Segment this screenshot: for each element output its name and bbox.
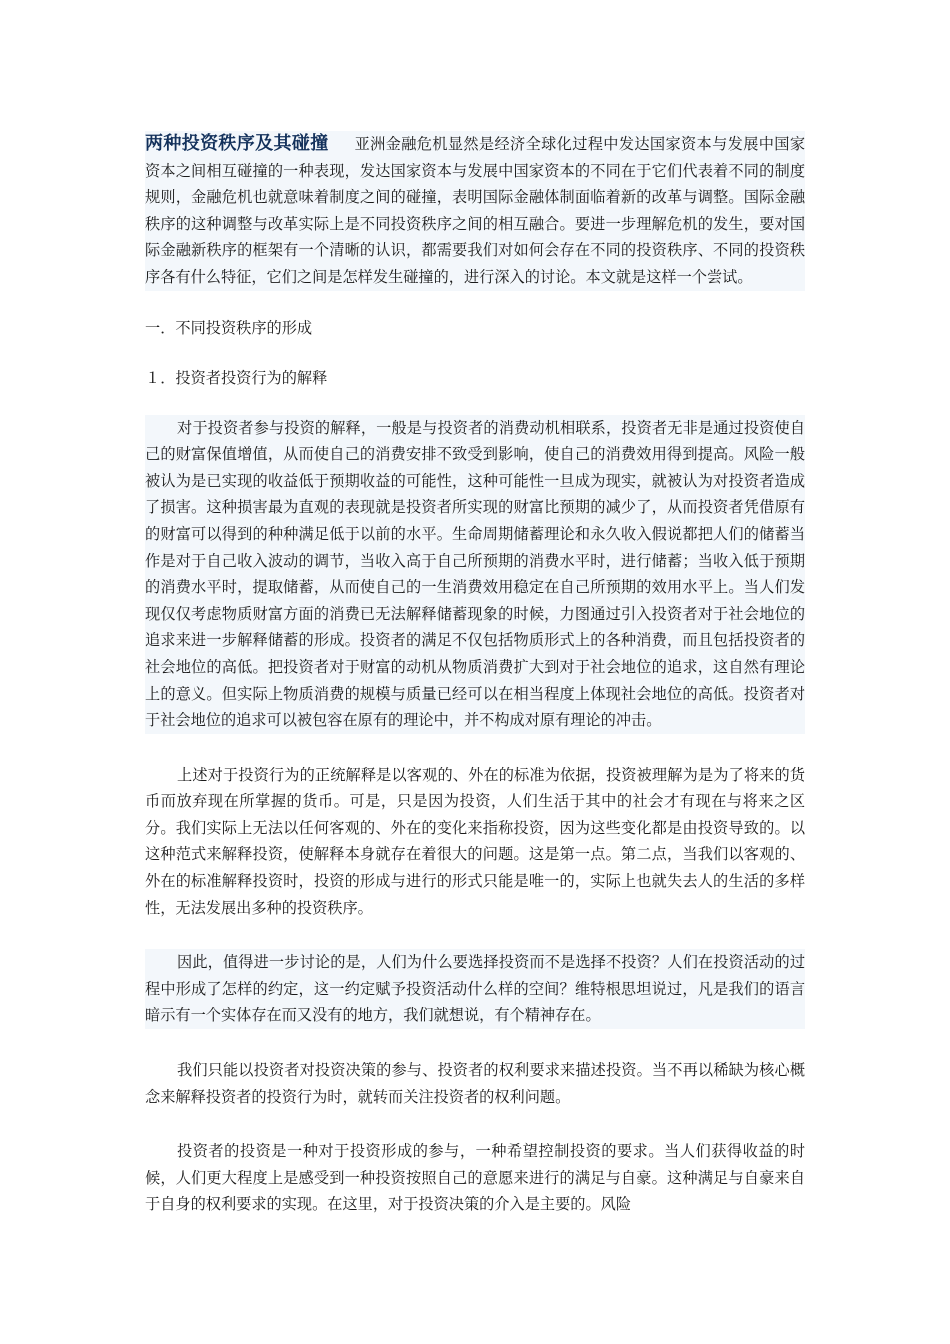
body-paragraph: 投资者的投资是一种对于投资形成的参与，一种希望控制投资的要求。当人们获得收益的时候，人们更大程度上是感受到一种投资按照自己的意愿来进行的满足与自豪。这种满足与自豪来自于自身的权利要求的实现。在这里，对于投资决策的介入是主要的。风险: [145, 1142, 805, 1214]
article-title: 两种投资秩序及其碰撞: [145, 133, 329, 154]
spacer: [145, 734, 805, 762]
spacer: [145, 921, 805, 949]
body-paragraph: 我们只能以投资者对投资决策的参与、投资者的权利要求来描述投资。当不再以稀缺为核心概念来解释投资者的投资行为时，就转而关注投资者的权利问题。: [145, 1061, 805, 1106]
spacer: [145, 1029, 805, 1057]
spacer: [145, 291, 805, 315]
body-paragraph: 上述对于投资行为的正统解释是以客观的、外在的标准为依据，投资被理解为是为了将来的货币而放弃现在所掌握的货币。可是，只是因为投资，人们生活于其中的社会才有现在与将来之区分。我们实际上无法以任何客观的、外在的变化来指称投资，因为这些变化都是由投资导致的。以这种范式来解释投资，使解释本身就存在着很大的问题。这是第一点。第二点，当我们以客观的、外在的标准解释投资时，投资的形成与进行的形式只能是唯一的，实际上也就失去人的生活的多样性，无法发展出多种的投资秩序。: [145, 765, 805, 917]
document-page: [145, 131, 805, 1218]
intro-text: 亚洲金融危机显然是经济全球化过程中发达国家资本与发展中国家资本之间相互碰撞的一种表现，发达国家资本与发展中国家资本的不同在于它们代表着不同的制度规则，金融危机也就意味着制度之间的碰撞，表明国际金融体制面临着新的改革与调整。国际金融秩序的这种调整与改革实际上是不同投资秩序之间的相互融合。要进一步理解危机的发生，要对国际金融新秩序的框架有一个清晰的认识，都需要我们对如何会存在不同的投资秩序、不同的投资秩序各有什么特征，它们之间是怎样发生碰撞的，进行深入的讨论。本文就是这样一个尝试。: [145, 135, 806, 286]
body-paragraph: 因此，值得进一步讨论的是，人们为什么要选择投资而不是选择不投资？人们在投资活动的过程中形成了怎样的约定，这一约定赋予投资活动什么样的空间？维特根思坦说过，凡是我们的语言暗示有一个实体存在而又没有的地方，我们就想说，有个精神存在。: [145, 949, 805, 1029]
spacer: [145, 1110, 805, 1138]
body-paragraph: 对于投资者参与投资的解释，一般是与投资者的消费动机相联系，投资者无非是通过投资使自己的财富保值增值，从而使自己的消费安排不致受到影响，使自己的消费效用得到提高。风险一般被认为是已实现的收益低于预期收益的可能性，这种可能性一旦成为现实，就被认为对投资者造成了损害。这种损害最为直观的表现就是投资者所实现的财富比预期的减少了，从而投资者凭借原有的财富可以得到的种种满足低于以前的水平。生命周期储蓄理论和永久收入假说都把人们的储蓄当作是对于自己收入波动的调节，当收入高于自己所预期的消费水平时，进行储蓄；当收入低于预期的消费水平时，提取储蓄，从而使自己的一生消费效用稳定在自己所预期的效用水平上。当人们发现仅仅考虑物质财富方面的消费已无法解释储蓄现象的时候，力图通过引入投资者对于社会地位的追求来进一步解释储蓄的形成。投资者的满足不仅包括物质形式上的各种消费，而且包括投资者的社会地位的高低。把投资者对于财富的动机从物质消费扩大到对于社会地位的追求，这自然有理论上的意义。但实际上物质消费的规模与质量已经可以在相当程度上体现社会地位的高低。投资者对于社会地位的追求可以被包容在原有的理论中，并不构成对原有理论的冲击。: [145, 415, 805, 734]
section-heading: 一．不同投资秩序的形成: [145, 318, 313, 337]
intro-paragraph: [145, 131, 805, 291]
subsection-heading: １．投资者投资行为的解释: [145, 368, 328, 387]
spacer: [145, 341, 805, 365]
spacer: [145, 391, 805, 415]
